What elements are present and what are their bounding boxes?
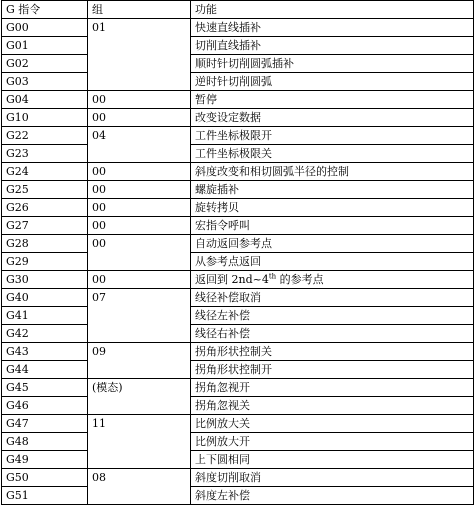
g-code-cell: G24 [2, 163, 88, 181]
function-cell: 切削直线插补 [191, 37, 474, 55]
table-row [2, 361, 474, 379]
group-cell: 00 [88, 163, 191, 181]
header-function: 功能 [191, 1, 474, 19]
table-row [2, 397, 474, 415]
table-row [2, 91, 474, 109]
function-cell: 宏指令呼叫 [191, 217, 474, 235]
group-cell: 04 [88, 127, 191, 163]
g-code-cell: G03 [2, 73, 88, 91]
table-row [2, 199, 474, 217]
group-cell: (模态) [88, 379, 191, 415]
g-code-cell: G27 [2, 217, 88, 235]
function-cell: 线径补偿取消 [191, 289, 474, 307]
g-code-cell: G50 [2, 469, 88, 487]
table-body [2, 19, 474, 505]
g-code-cell: G44 [2, 361, 88, 379]
g-code-cell: G45 [2, 379, 88, 397]
table-row [2, 19, 474, 37]
function-cell: 线径左补偿 [191, 307, 474, 325]
g-code-cell: G04 [2, 91, 88, 109]
function-cell: 逆时针切削圆弧 [191, 73, 474, 91]
table-row [2, 163, 474, 181]
g-code-cell: G23 [2, 145, 88, 163]
header-code: G 指令 [2, 1, 88, 19]
table-row [2, 325, 474, 343]
function-cell: 从参考点返回 [191, 253, 474, 271]
function-cell: 工件坐标极限开 [191, 127, 474, 145]
g-code-cell: G25 [2, 181, 88, 199]
table-row [2, 469, 474, 487]
g-code-cell: G51 [2, 487, 88, 505]
table-row [2, 73, 474, 91]
table-row [2, 487, 474, 505]
header-row [2, 1, 474, 19]
group-cell: 00 [88, 271, 191, 289]
table-row [2, 307, 474, 325]
function-cell: 改变设定数据 [191, 109, 474, 127]
table-row [2, 109, 474, 127]
g-code-cell: G22 [2, 127, 88, 145]
group-cell: 00 [88, 109, 191, 127]
function-cell: 暂停 [191, 91, 474, 109]
function-cell [191, 271, 474, 289]
g-code-cell: G01 [2, 37, 88, 55]
g-code-cell: G00 [2, 19, 88, 37]
g-code-cell: G48 [2, 433, 88, 451]
function-cell: 快速直线插补 [191, 19, 474, 37]
g-code-cell: G47 [2, 415, 88, 433]
function-cell: 拐角忽视关 [191, 397, 474, 415]
table-row [2, 253, 474, 271]
table-row [2, 127, 474, 145]
function-text-range: 2nd~4 [231, 273, 269, 286]
g-code-cell: G29 [2, 253, 88, 271]
table-row [2, 37, 474, 55]
function-cell: 斜度切削取消 [191, 469, 474, 487]
g-code-cell: G30 [2, 271, 88, 289]
g-code-cell: G28 [2, 235, 88, 253]
function-text-post: 的参考点 [276, 273, 324, 286]
function-cell: 拐角形状控制关 [191, 343, 474, 361]
group-cell: 08 [88, 469, 191, 505]
table-row [2, 451, 474, 469]
group-cell: 00 [88, 217, 191, 235]
table-row [2, 145, 474, 163]
g-code-cell: G10 [2, 109, 88, 127]
table-row [2, 343, 474, 361]
g-code-cell: G40 [2, 289, 88, 307]
group-cell: 01 [88, 19, 191, 91]
g-code-cell: G26 [2, 199, 88, 217]
function-cell: 斜度改变和相切圆弧半径的控制 [191, 163, 474, 181]
function-cell: 旋转拷贝 [191, 199, 474, 217]
g-code-cell: G42 [2, 325, 88, 343]
function-cell: 比例放大开 [191, 433, 474, 451]
g-code-cell: G49 [2, 451, 88, 469]
table-row [2, 55, 474, 73]
function-cell: 上下圆相同 [191, 451, 474, 469]
group-cell: 00 [88, 91, 191, 109]
table-row [2, 415, 474, 433]
table-row [2, 379, 474, 397]
function-cell: 螺旋插补 [191, 181, 474, 199]
group-cell: 00 [88, 181, 191, 199]
function-cell: 比例放大关 [191, 415, 474, 433]
header-group: 组 [88, 1, 191, 19]
table-row [2, 271, 474, 289]
group-cell: 11 [88, 415, 191, 469]
group-cell: 00 [88, 199, 191, 217]
g-code-cell: G43 [2, 343, 88, 361]
function-cell: 斜度左补偿 [191, 487, 474, 505]
function-cell: 拐角形状控制开 [191, 361, 474, 379]
function-cell: 线径右补偿 [191, 325, 474, 343]
function-text-pre: 返回到 [195, 273, 232, 286]
table-row [2, 433, 474, 451]
function-cell: 顺时针切削圆弧插补 [191, 55, 474, 73]
g-code-cell: G02 [2, 55, 88, 73]
g-code-table [1, 0, 474, 505]
function-cell: 拐角忽视开 [191, 379, 474, 397]
g-code-cell: G41 [2, 307, 88, 325]
group-cell: 00 [88, 235, 191, 271]
function-cell: 自动返回参考点 [191, 235, 474, 253]
group-cell: 07 [88, 289, 191, 343]
group-cell: 09 [88, 343, 191, 379]
function-superscript: th [268, 272, 277, 281]
table-row [2, 181, 474, 199]
g-code-cell: G46 [2, 397, 88, 415]
function-cell: 工件坐标极限关 [191, 145, 474, 163]
table-row [2, 235, 474, 253]
table-row [2, 217, 474, 235]
table-row [2, 289, 474, 307]
